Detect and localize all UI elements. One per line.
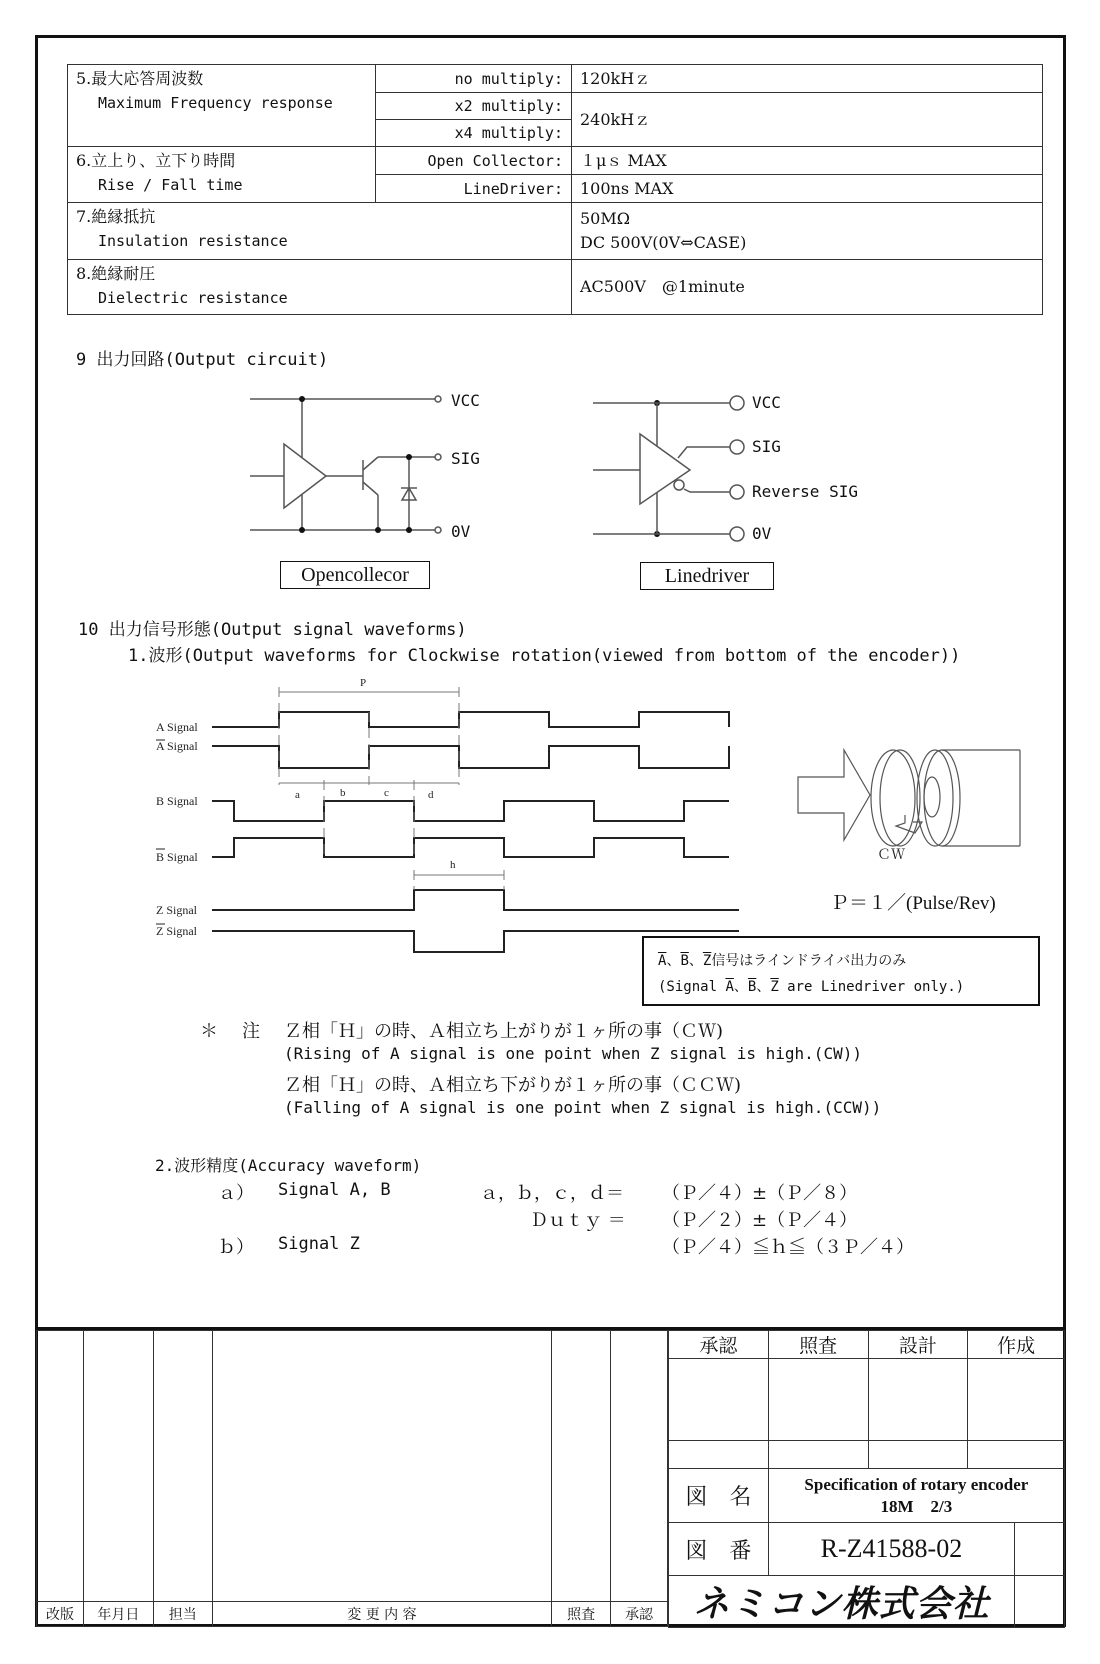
section10-sub1: 1.波形(Output waveforms for Clockwise rotation(viewed from bottom of the encoder)): [128, 646, 961, 666]
spec-item-dielectric: 8.絶縁耐圧 Dielectric resistance: [68, 260, 572, 315]
svg-text:Z Signal: Z Signal: [156, 903, 197, 917]
note-label: 注: [242, 1021, 260, 1042]
drafted-header: 作成: [968, 1331, 1065, 1359]
accuracy-b-signal: Signal Z: [278, 1234, 360, 1254]
label-x4-multiply: x4 multiply:: [376, 120, 572, 147]
b-bar-signal-wave: [212, 838, 729, 857]
svg-text:Z Signal: Z Signal: [156, 924, 197, 938]
value-dielectric: AC500V @1minute: [572, 260, 1043, 315]
value-no-multiply: 120kHｚ: [572, 65, 1043, 93]
value-insulation: 50MΩ DC 500V(0V⇔CASE): [572, 203, 1043, 260]
spec-item-insulation: 7.絶縁抵抗 Insulation resistance: [68, 203, 572, 260]
svg-text:c: c: [384, 787, 389, 799]
company-logo: ネミコン株式会社: [669, 1576, 1015, 1628]
approval-table: [668, 1330, 1065, 1628]
accuracy-a-value: （Ｐ／４）±（Ｐ／８）: [662, 1183, 858, 1204]
check-header: 照査: [768, 1331, 868, 1359]
value-x2-x4-multiply: 240kHｚ: [572, 93, 1043, 147]
accuracy-title: 2.波形精度(Accuracy waveform): [155, 1156, 422, 1175]
svg-text:A Signal: A Signal: [156, 720, 198, 734]
accuracy-a-expr: ａ，ｂ，ｃ，ｄ＝: [480, 1183, 624, 1204]
accuracy-b-value: （Ｐ／４）≦ｈ≦（３Ｐ／４）: [662, 1237, 914, 1258]
label-x2-multiply: x2 multiply:: [376, 93, 572, 120]
encoder-illustration: [798, 750, 1020, 846]
signal-labels: [156, 720, 198, 938]
label-open-collector: Open Collector:: [376, 147, 572, 175]
value-linedriver: 100ns MAX: [572, 175, 1043, 203]
note-line-4: (Falling of A signal is one point when Z signal is high.(CCW)): [284, 1098, 882, 1117]
linedriver-note-box: $\overline{A}$、$\overline{B}$、$\overline{Z}$信号はラインドライバ出力のみ (Signal $\overline{A}$、$\overline{B}$、$\overline{Z}$ are Linedriver only.): [642, 936, 1040, 1006]
linedriver-label: Linedriver: [640, 562, 774, 590]
oc-pin-vcc: VCC: [451, 391, 480, 410]
opencollector-label: Opencollecor: [280, 561, 430, 589]
svg-text:B Signal: B Signal: [156, 850, 198, 864]
label-no-multiply: no multiply:: [376, 65, 572, 93]
note-star: ＊: [200, 1021, 218, 1042]
svg-text:P: P: [360, 677, 367, 689]
ld-pin-0v: 0V: [752, 524, 772, 543]
drawing-name: Specification of rotary encoder 18M 2/3: [768, 1469, 1064, 1523]
value-open-collector: １μｓ MAX: [572, 147, 1043, 175]
accuracy-a-signal: Signal A, B: [278, 1180, 391, 1200]
section9-title: 9 出力回路(Output circuit): [76, 350, 329, 370]
dimension-lines: [279, 692, 504, 875]
design-header: 設計: [868, 1331, 968, 1359]
drawing-number: R-Z41588-02: [768, 1523, 1014, 1576]
note-line-2: (Rising of A signal is one point when Z signal is high.(CW)): [284, 1044, 862, 1063]
note-line-3: Ｚ相「Ｈ」の時、Ａ相立ち下がりが１ヶ所の事（ＣＣＷ): [284, 1075, 742, 1096]
accuracy-b-label: ｂ）: [218, 1237, 254, 1258]
oc-pin-sig: SIG: [451, 449, 480, 468]
spec-item-rise-fall: 6.立上り、立下り時間 Rise / Fall time: [68, 147, 376, 203]
drawing-name-label: 図 名: [669, 1469, 769, 1523]
a-bar-signal-wave: [212, 746, 729, 768]
accuracy-duty-value: （Ｐ／２）±（Ｐ／４）: [662, 1210, 858, 1231]
drawing-number-label: 図 番: [669, 1523, 769, 1576]
svg-text:A Signal: A Signal: [156, 739, 198, 753]
accuracy-a-label: ａ）: [218, 1183, 254, 1204]
ld-pin-sig: SIG: [752, 437, 781, 456]
ld-pin-vcc: VCC: [752, 393, 781, 412]
b-signal-wave: [212, 801, 729, 821]
svg-text:b: b: [340, 787, 346, 799]
spec-item-freq: 5.最大応答周波数 Maximum Frequency response: [68, 65, 376, 147]
label-linedriver: LineDriver:: [376, 175, 572, 203]
svg-text:ＣＷ: ＣＷ: [877, 848, 905, 863]
z-signal-wave: [212, 890, 739, 910]
section10-title: 10 出力信号形態(Output signal waveforms): [78, 620, 467, 640]
svg-text:h: h: [450, 859, 456, 871]
accuracy-duty-expr: Ｄｕｔｙ ＝: [530, 1210, 626, 1231]
a-signal-wave: [212, 712, 729, 727]
svg-text:a: a: [295, 789, 300, 801]
svg-text:B Signal: B Signal: [156, 794, 198, 808]
ld-pin-reverse-sig: Reverse SIG: [752, 482, 858, 501]
approval-header: 承認: [669, 1331, 769, 1359]
svg-text:d: d: [428, 789, 434, 801]
note-line-1: Ｚ相「Ｈ」の時、Ａ相立ち上がりが１ヶ所の事（ＣＷ): [284, 1021, 724, 1042]
pulse-formula: Ｐ＝１／(Pulse/Rev): [830, 893, 996, 914]
revision-table: 改版 年月日 担当 変 更 内 容 照査 承認: [36, 1330, 668, 1627]
oc-pin-0v: 0V: [451, 522, 471, 541]
